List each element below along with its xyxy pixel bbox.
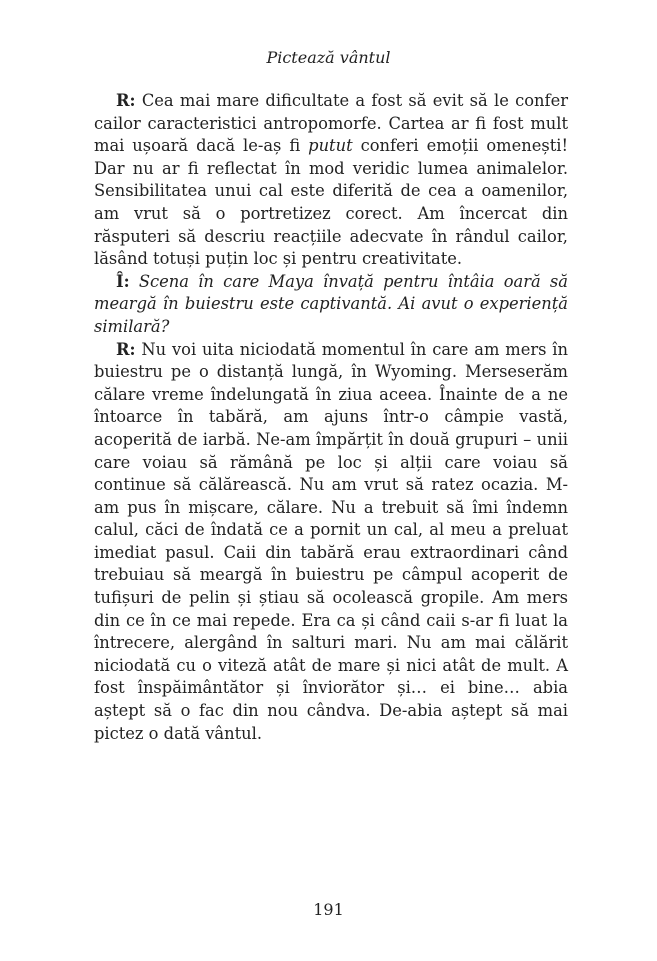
answer-text: Nu voi uita niciodată momentul în care am mers în buiestru pe o distanță lungă, în Wyoming. Merseserăm călare vreme îndelungată în ziua aceea. Înainte de a ne întoarce în tabără, am ajuns într-o câmpie vastă, acoperită de iarbă. Ne-am împărțit în două grupuri – unii care voiau să rămână pe loc și alții care voiau să continue să călărească. Nu am vrut să ratez ocazia. M-am pus în mișcare, călare. Nu a trebuit să îmi îndemn calul, căci de îndată ce a pornit un cal, al meu a preluat imediat pasul. Caii din tabără erau extraordinari când trebuiau să meargă în buiestru pe câmpul acoperit de tufișuri de pelin și știau să ocolească gropile. Am mers din ce în ce mai repede. Era ca și când caii s-ar fi luat la întrecere, alergând în salturi mari. Nu am mai călărit niciodată cu o viteză atât de mare și nici atât de mult. A fost înspăimântător și înviorător și… ei bine… abia aștept să o fac din nou cândva. De-abia aștept să mai pictez o dată vântul.: [94, 339, 568, 743]
speaker-label: Î:: [116, 271, 130, 291]
emphasized-word: putut: [308, 136, 353, 156]
answer-text-part: conferi emoții omenești! Dar nu ar fi reflectat în mod veridic lumea animalelor. Sensibilitatea unui cal este diferită de cea a oamenilor, am vrut să o portretizez corect. Am încercat din răsputeri să descriu reacțiile adecvate în rândul cailor, lăsând totuși puțin loc și pentru creativitate.: [94, 136, 568, 269]
question-text: Scena în care Maya învață pentru întâia oară să meargă în buiestru este captivantă. Ai avut o experiență similară?: [94, 271, 568, 336]
page-number: 191: [313, 900, 344, 919]
answer-paragraph-2: [94, 339, 568, 746]
answer-text-part: Cea mai mare dificultate a fost să evit să le confer cailor caracteristici antropomorfe. Cartea ar fi fost mult mai ușoară dacă le-aș fi: [94, 91, 568, 156]
running-header: Pictează vântul: [266, 48, 391, 67]
answer-paragraph-1: [94, 90, 568, 271]
interview-text: [94, 90, 568, 745]
question-paragraph: [94, 271, 568, 339]
speaker-label: R:: [116, 91, 136, 110]
speaker-label: R:: [116, 339, 136, 359]
